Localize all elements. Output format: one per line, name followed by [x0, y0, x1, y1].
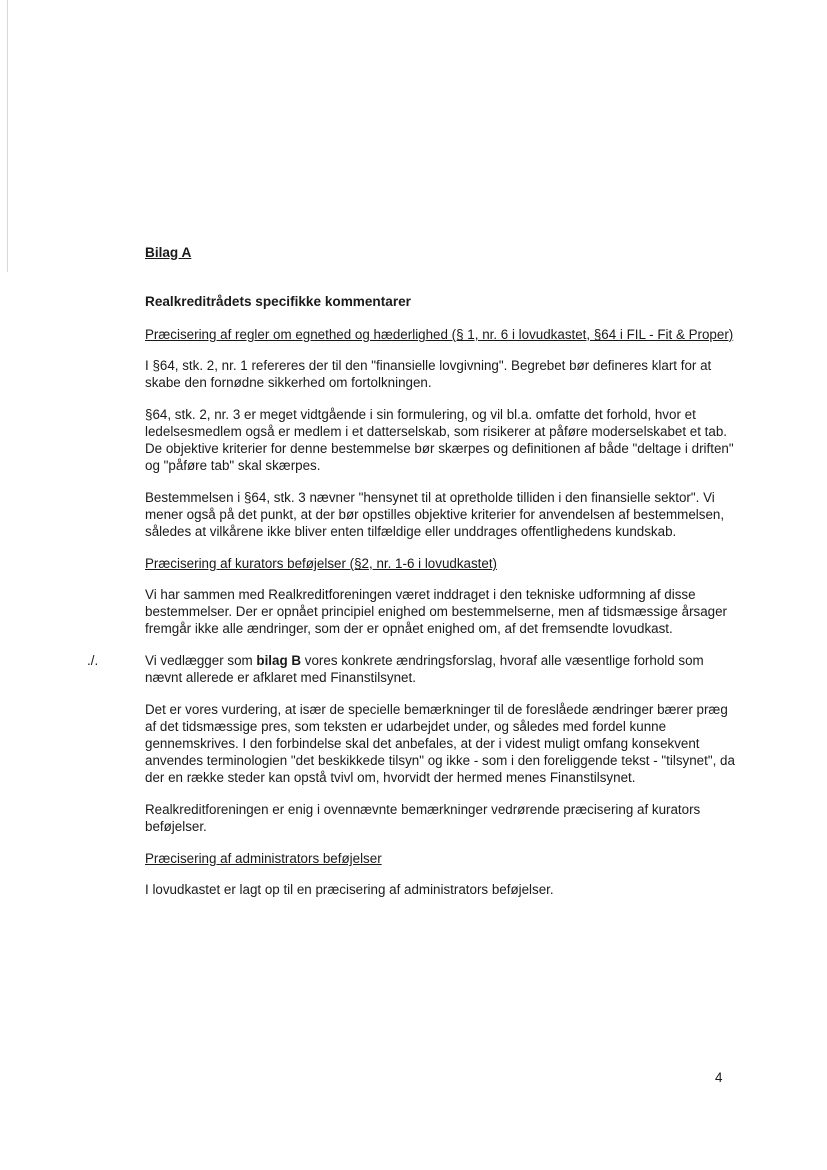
page-number: 4	[715, 1070, 723, 1085]
paragraph: I §64, stk. 2, nr. 1 refereres der til den "finansielle lovgivning". Begrebet bør defineres klart for at skabe den fornødne sikkerhed om fortolkningen.	[145, 358, 712, 390]
paragraph: Det er vores vurdering, at især de specielle bemærkninger til de foreslåede ændringer bærer præg af det tidsmæssige pres, som teksten er udarbejdet under, og således med fordel kunne gennemskrives. I den forbindelse skal det anbefales, at der i videst muligt omfang konsekvent anvendes terminologien "det beskikkede tilsyn" og ikke - som i den foreliggende tekst - "tilsynet", da der en række steder kan opstå tvivl om, hvorvidt der hermed menes Finanstilsynet.	[145, 702, 735, 785]
bilag-b-reference: bilag B	[256, 653, 302, 668]
attachment-title: Bilag A	[145, 245, 192, 260]
paragraph-text: vores konkrete ændringsforslag, hvoraf alle væsentlige forhold som nævnt allerede er afklaret med Finanstilsynet.	[145, 653, 704, 685]
paragraph	[145, 652, 735, 686]
section-heading-administrator: Præcisering af administrators beføjelser	[145, 851, 382, 866]
document-body	[87, 244, 735, 913]
paragraph: Realkreditforeningen er enig i ovennævnte bemærkninger vedrørende præcisering af kurators beføjelser.	[145, 802, 701, 834]
paragraph: Vi har sammen med Realkreditforeningen været inddraget i den tekniske udformning af disse bestemmelser. Der er opnået principiel enighed om bestemmelserne, men af tidsmæssige årsager fremgår ikke alle ændringer, som der er opnået enighed om, af det fremsendte lovudkast.	[145, 587, 728, 636]
paragraph: Bestemmelsen i §64, stk. 3 nævner "hensynet til at opretholde tilliden i den finansielle sektor". Vi mener også på det punkt, at der bør opstilles objektive kriterier for anvendelsen af bestemmelsen, således at vilkårene ikke bliver enten tilfældige eller unddrages offentlighedens kundskab.	[145, 490, 725, 539]
scan-edge-line	[7, 0, 8, 272]
section-heading-kurator: Præcisering af kurators beføjelser (§2, nr. 1-6 i lovudkastet)	[145, 556, 498, 571]
paragraph: §64, stk. 2, nr. 3 er meget vidtgående i sin formulering, og vil bl.a. omfatte det forhold, hvor et ledelsesmedlem også er medlem i et datterselskab, som risikerer at påføre moderselskabet et tab. De objektive kriterier for denne bestemmelse bør skærpes og definitionen af både "deltage i driften" og "påføre tab" skal skærpes.	[145, 407, 734, 473]
paragraph: I lovudkastet er lagt op til en præcisering af administrators beføjelser.	[145, 882, 554, 897]
document-title: Realkreditrådets specifikke kommentarer	[145, 294, 411, 309]
section-heading-fit-proper: Præcisering af regler om egnethed og hæderlighed (§ 1, nr. 6 i lovudkastet, §64 i FIL - Fit & Proper)	[145, 327, 734, 342]
paragraph-with-margin-mark	[87, 652, 735, 686]
enclosure-margin-mark: ./.	[87, 653, 99, 668]
paragraph-text: Vi vedlægger som	[145, 653, 257, 668]
